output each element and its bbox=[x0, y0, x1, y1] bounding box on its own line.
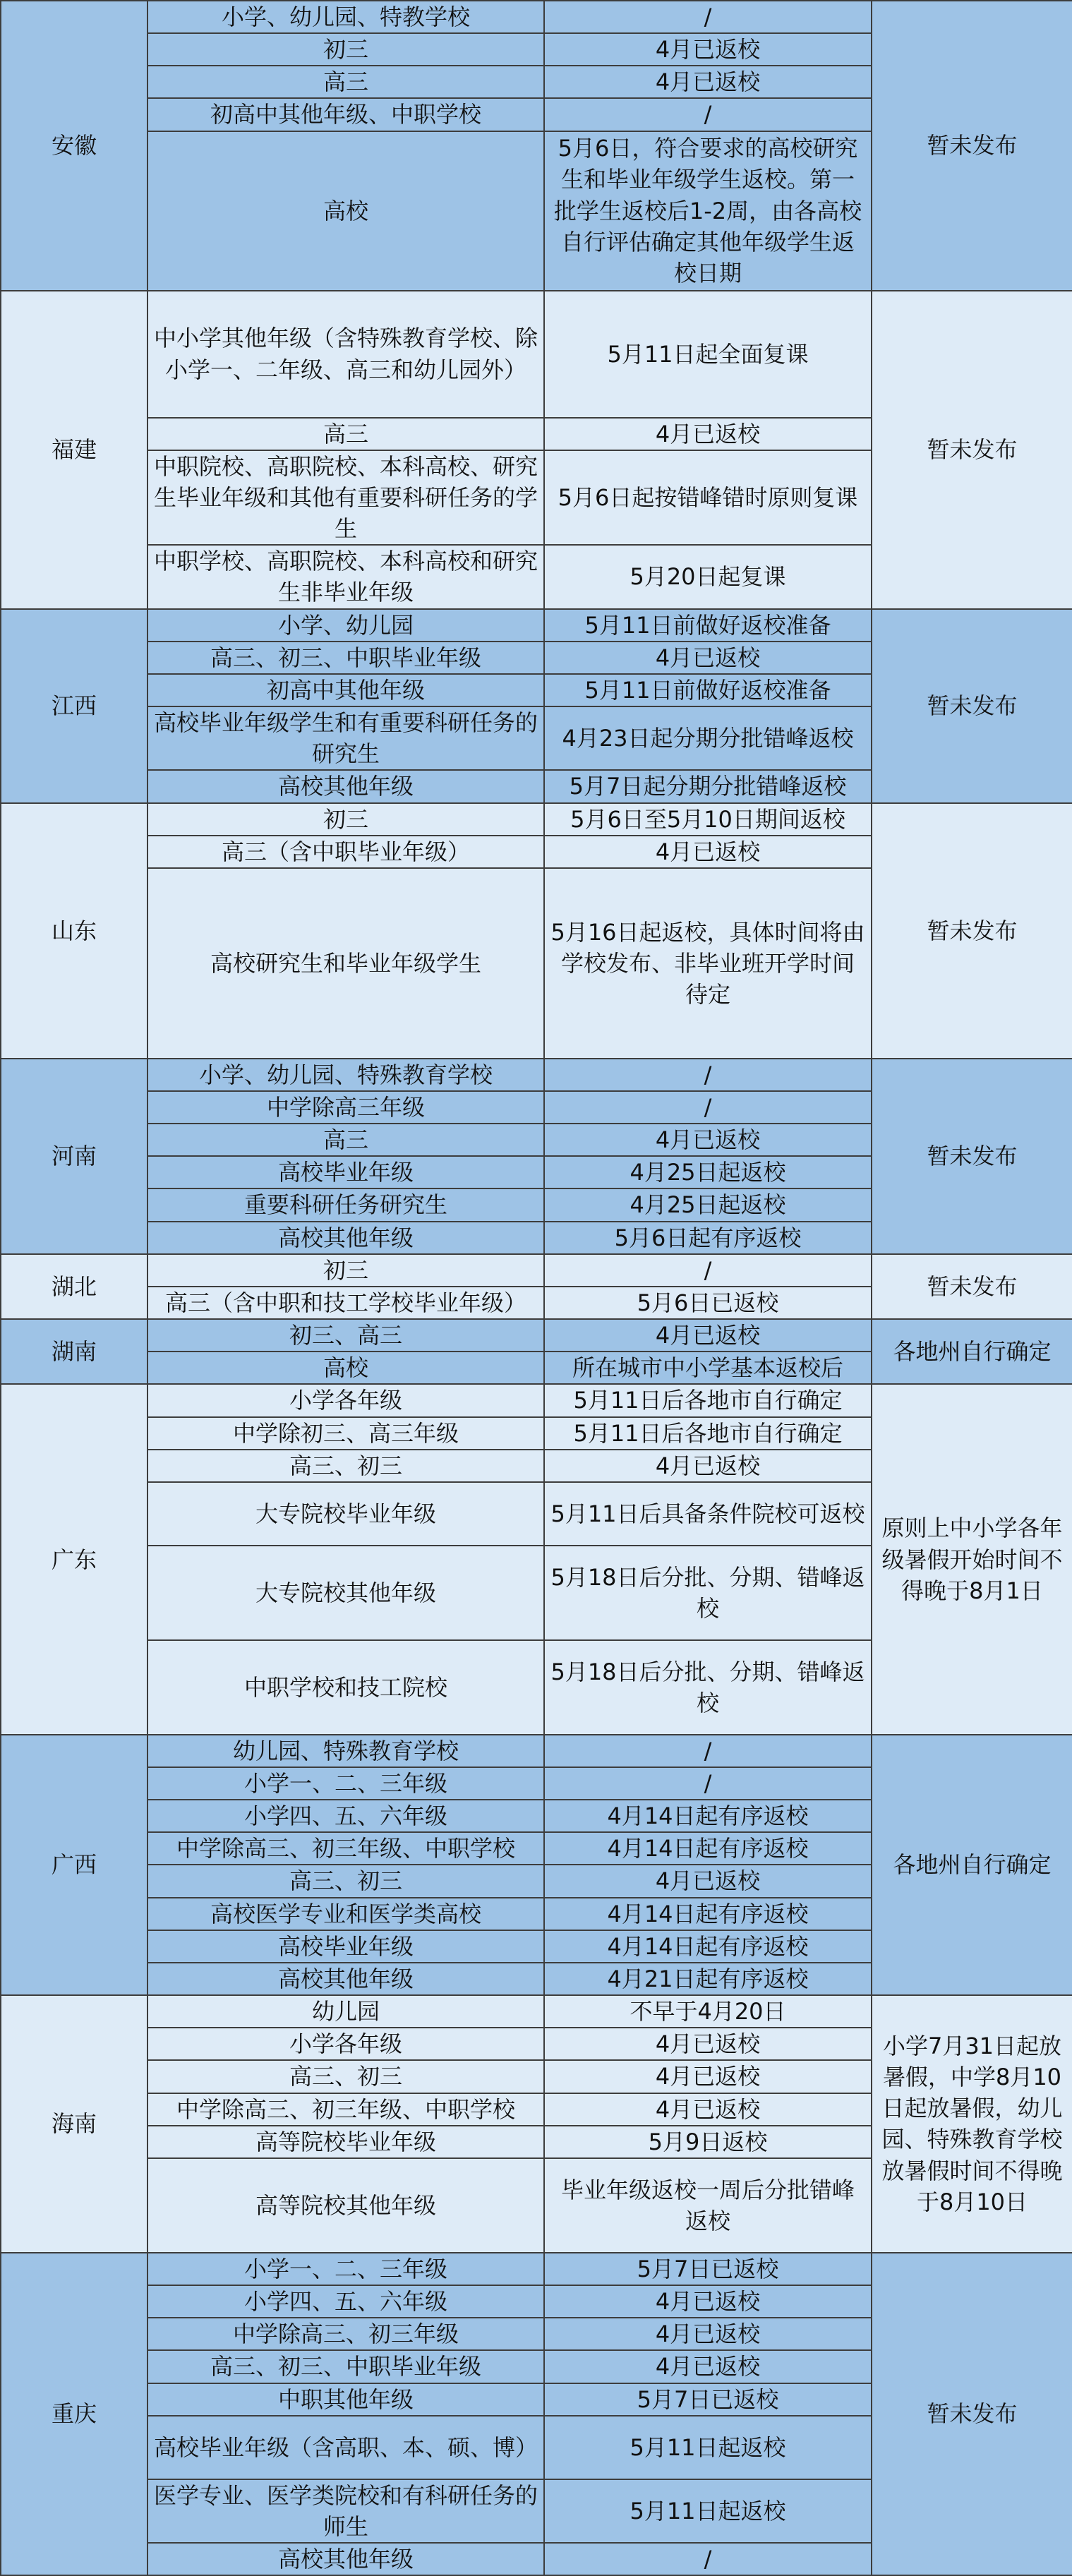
grade-cell: 高校 bbox=[147, 1352, 544, 1384]
grade-cell: 高三（含中职毕业年级） bbox=[147, 836, 544, 868]
return-date-cell: 4月已返校 bbox=[544, 1319, 872, 1352]
return-date-cell: 4月已返校 bbox=[544, 2350, 872, 2383]
return-date-cell: 4月已返校 bbox=[544, 2285, 872, 2318]
province-cell: 福建 bbox=[1, 291, 147, 609]
return-date-cell: 4月25日起返校 bbox=[544, 1188, 872, 1221]
return-date-cell: 4月已返校 bbox=[544, 642, 872, 674]
grade-cell: 高校毕业年级 bbox=[147, 1156, 544, 1188]
grade-cell: 高三 bbox=[147, 418, 544, 450]
summer-vacation-cell: 暂未发布 bbox=[872, 291, 1072, 609]
return-date-cell: / bbox=[544, 1, 872, 33]
return-date-cell: 5月6日，符合要求的高校研究生和毕业年级学生返校。第一批学生返校后1-2周，由各高校自行评估确定其他年级学生返校日期 bbox=[544, 131, 872, 291]
grade-cell: 小学四、五、六年级 bbox=[147, 2285, 544, 2318]
return-date-cell: 5月9日返校 bbox=[544, 2126, 872, 2158]
return-date-cell: 4月已返校 bbox=[544, 1865, 872, 1897]
grade-cell: 高三、初三 bbox=[147, 1865, 544, 1897]
summer-vacation-cell: 暂未发布 bbox=[872, 803, 1072, 1059]
grade-cell: 小学各年级 bbox=[147, 2028, 544, 2060]
province-cell: 湖南 bbox=[1, 1319, 147, 1384]
return-date-cell: 4月25日起返校 bbox=[544, 1156, 872, 1188]
return-date-cell: 5月6日已返校 bbox=[544, 1287, 872, 1319]
province-cell: 海南 bbox=[1, 1995, 147, 2253]
return-date-cell: 5月20日起复课 bbox=[544, 545, 872, 608]
return-date-cell: / bbox=[544, 1059, 872, 1091]
grade-cell: 中小学其他年级（含特殊教育学校、除小学一、二年级、高三和幼儿园外） bbox=[147, 291, 544, 418]
grade-cell: 高三 bbox=[147, 66, 544, 98]
grade-cell: 小学一、二、三年级 bbox=[147, 2253, 544, 2285]
table-row bbox=[1, 1, 1072, 33]
grade-cell: 高校研究生和毕业年级学生 bbox=[147, 868, 544, 1059]
return-date-cell: 5月7日已返校 bbox=[544, 2383, 872, 2416]
table-body bbox=[1, 1, 1072, 2575]
province-cell: 江西 bbox=[1, 609, 147, 803]
return-date-cell: 不早于4月20日 bbox=[544, 1995, 872, 2028]
grade-cell: 小学一、二、三年级 bbox=[147, 1767, 544, 1800]
table-row bbox=[1, 1059, 1072, 1091]
return-date-cell: 5月11日起返校 bbox=[544, 2416, 872, 2479]
return-date-cell: 5月11日起返校 bbox=[544, 2479, 872, 2543]
return-date-cell: 5月16日起返校，具体时间将由学校发布、非毕业班开学时间待定 bbox=[544, 868, 872, 1059]
grade-cell: 中职学校和技工院校 bbox=[147, 1640, 544, 1735]
return-date-cell: 4月14日起有序返校 bbox=[544, 1800, 872, 1832]
return-date-cell: / bbox=[544, 1254, 872, 1287]
return-date-cell: / bbox=[544, 1767, 872, 1800]
table-row bbox=[1, 2253, 1072, 2285]
return-date-cell: 5月7日已返校 bbox=[544, 2253, 872, 2285]
return-date-cell: 4月已返校 bbox=[544, 2060, 872, 2093]
return-date-cell: / bbox=[544, 98, 872, 131]
grade-cell: 中职学校、高职院校、本科高校和研究生非毕业年级 bbox=[147, 545, 544, 608]
return-date-cell: / bbox=[544, 2543, 872, 2575]
summer-vacation-cell: 暂未发布 bbox=[872, 609, 1072, 803]
province-cell: 安徽 bbox=[1, 1, 147, 291]
grade-cell: 高三、初三、中职毕业年级 bbox=[147, 642, 544, 674]
grade-cell: 初高中其他年级、中职学校 bbox=[147, 98, 544, 131]
return-date-cell: / bbox=[544, 1735, 872, 1767]
return-date-cell: 5月11日后各地市自行确定 bbox=[544, 1417, 872, 1450]
return-date-cell: 4月已返校 bbox=[544, 1450, 872, 1482]
return-date-cell: 毕业年级返校一周后分批错峰返校 bbox=[544, 2158, 872, 2253]
return-date-cell: 4月已返校 bbox=[544, 2093, 872, 2126]
return-date-cell: 4月已返校 bbox=[544, 836, 872, 868]
province-cell: 广西 bbox=[1, 1735, 147, 1995]
table-row bbox=[1, 1384, 1072, 1416]
grade-cell: 幼儿园、特殊教育学校 bbox=[147, 1735, 544, 1767]
return-date-cell: 5月7日起分期分批错峰返校 bbox=[544, 770, 872, 802]
province-cell: 广东 bbox=[1, 1384, 147, 1734]
grade-cell: 幼儿园 bbox=[147, 1995, 544, 2028]
grade-cell: 高校其他年级 bbox=[147, 2543, 544, 2575]
return-date-cell: 4月21日起有序返校 bbox=[544, 1963, 872, 1995]
grade-cell: 大专院校毕业年级 bbox=[147, 1482, 544, 1546]
province-cell: 湖北 bbox=[1, 1254, 147, 1319]
grade-cell: 大专院校其他年级 bbox=[147, 1546, 544, 1640]
grade-cell: 重要科研任务研究生 bbox=[147, 1188, 544, 1221]
grade-cell: 高三、初三、中职毕业年级 bbox=[147, 2350, 544, 2383]
return-date-cell: 4月已返校 bbox=[544, 1124, 872, 1156]
return-date-cell: 5月11日后各地市自行确定 bbox=[544, 1384, 872, 1416]
summer-vacation-cell: 各地州自行确定 bbox=[872, 1319, 1072, 1384]
grade-cell: 高校毕业年级 bbox=[147, 1930, 544, 1963]
return-date-cell: 5月11日前做好返校准备 bbox=[544, 674, 872, 706]
return-date-cell: 5月18日后分批、分期、错峰返校 bbox=[544, 1546, 872, 1640]
table-row bbox=[1, 609, 1072, 642]
return-date-cell: 4月已返校 bbox=[544, 418, 872, 450]
grade-cell: 初三 bbox=[147, 803, 544, 836]
grade-cell: 中职院校、高职院校、本科高校、研究生毕业年级和其他有重要科研任务的学生 bbox=[147, 450, 544, 545]
table-row bbox=[1, 1319, 1072, 1352]
return-date-cell: 5月11日后具备条件院校可返校 bbox=[544, 1482, 872, 1546]
return-date-cell: 4月23日起分期分批错峰返校 bbox=[544, 706, 872, 770]
grade-cell: 小学各年级 bbox=[147, 1384, 544, 1416]
grade-cell: 初高中其他年级 bbox=[147, 674, 544, 706]
return-date-cell: 5月6日起按错峰错时原则复课 bbox=[544, 450, 872, 545]
return-date-cell: 5月18日后分批、分期、错峰返校 bbox=[544, 1640, 872, 1735]
grade-cell: 小学、幼儿园 bbox=[147, 609, 544, 642]
return-date-cell: 5月6日至5月10日期间返校 bbox=[544, 803, 872, 836]
summer-vacation-cell: 暂未发布 bbox=[872, 1254, 1072, 1319]
grade-cell: 中学除高三年级 bbox=[147, 1091, 544, 1124]
table-row bbox=[1, 803, 1072, 836]
summer-vacation-cell: 各地州自行确定 bbox=[872, 1735, 1072, 1995]
return-date-cell: 4月14日起有序返校 bbox=[544, 1930, 872, 1963]
grade-cell: 高校其他年级 bbox=[147, 1963, 544, 1995]
return-date-cell: 4月已返校 bbox=[544, 33, 872, 66]
return-date-cell: 所在城市中小学基本返校后 bbox=[544, 1352, 872, 1384]
grade-cell: 高校其他年级 bbox=[147, 1222, 544, 1254]
summer-vacation-cell: 暂未发布 bbox=[872, 1, 1072, 291]
grade-cell: 高三、初三 bbox=[147, 1450, 544, 1482]
summer-vacation-cell: 暂未发布 bbox=[872, 1059, 1072, 1254]
table-row bbox=[1, 291, 1072, 418]
grade-cell: 高校毕业年级（含高职、本、硕、博） bbox=[147, 2416, 544, 2479]
table-row bbox=[1, 1735, 1072, 1767]
grade-cell: 中学除初三、高三年级 bbox=[147, 1417, 544, 1450]
grade-cell: 初三、高三 bbox=[147, 1319, 544, 1352]
summer-vacation-cell: 原则上中小学各年级暑假开始时间不得晚于8月1日 bbox=[872, 1384, 1072, 1734]
return-date-cell: 4月已返校 bbox=[544, 2028, 872, 2060]
return-date-cell: 4月已返校 bbox=[544, 66, 872, 98]
return-date-cell: 4月14日起有序返校 bbox=[544, 1898, 872, 1930]
grade-cell: 高校毕业年级学生和有重要科研任务的研究生 bbox=[147, 706, 544, 770]
grade-cell: 高三 bbox=[147, 1124, 544, 1156]
grade-cell: 高校其他年级 bbox=[147, 770, 544, 802]
grade-cell: 高等院校其他年级 bbox=[147, 2158, 544, 2253]
grade-cell: 初三 bbox=[147, 33, 544, 66]
province-cell: 山东 bbox=[1, 803, 147, 1059]
grade-cell: 高校 bbox=[147, 131, 544, 291]
grade-cell: 医学专业、医学类院校和有科研任务的师生 bbox=[147, 2479, 544, 2543]
grade-cell: 中学除高三、初三年级、中职学校 bbox=[147, 2093, 544, 2126]
grade-cell: 中职其他年级 bbox=[147, 2383, 544, 2416]
province-cell: 重庆 bbox=[1, 2253, 147, 2575]
return-date-cell: 4月14日起有序返校 bbox=[544, 1832, 872, 1865]
return-date-cell: / bbox=[544, 1091, 872, 1124]
return-date-cell: 5月11日前做好返校准备 bbox=[544, 609, 872, 642]
grade-cell: 小学、幼儿园、特殊教育学校 bbox=[147, 1059, 544, 1091]
grade-cell: 高校医学专业和医学类高校 bbox=[147, 1898, 544, 1930]
grade-cell: 高三（含中职和技工学校毕业年级） bbox=[147, 1287, 544, 1319]
grade-cell: 高等院校毕业年级 bbox=[147, 2126, 544, 2158]
grade-cell: 小学、幼儿园、特教学校 bbox=[147, 1, 544, 33]
return-date-cell: 5月6日起有序返校 bbox=[544, 1222, 872, 1254]
grade-cell: 中学除高三、初三年级、中职学校 bbox=[147, 1832, 544, 1865]
summer-vacation-cell: 小学7月31日起放暑假，中学8月10日起放暑假，幼儿园、特殊教育学校放暑假时间不得晚于8月10日 bbox=[872, 1995, 1072, 2253]
return-date-cell: 5月11日起全面复课 bbox=[544, 291, 872, 418]
return-date-cell: 4月已返校 bbox=[544, 2318, 872, 2350]
grade-cell: 小学四、五、六年级 bbox=[147, 1800, 544, 1832]
table-row bbox=[1, 1995, 1072, 2028]
grade-cell: 高三、初三 bbox=[147, 2060, 544, 2093]
grade-cell: 中学除高三、初三年级 bbox=[147, 2318, 544, 2350]
summer-vacation-cell: 暂未发布 bbox=[872, 2253, 1072, 2575]
table-row bbox=[1, 1254, 1072, 1287]
grade-cell: 初三 bbox=[147, 1254, 544, 1287]
province-cell: 河南 bbox=[1, 1059, 147, 1254]
